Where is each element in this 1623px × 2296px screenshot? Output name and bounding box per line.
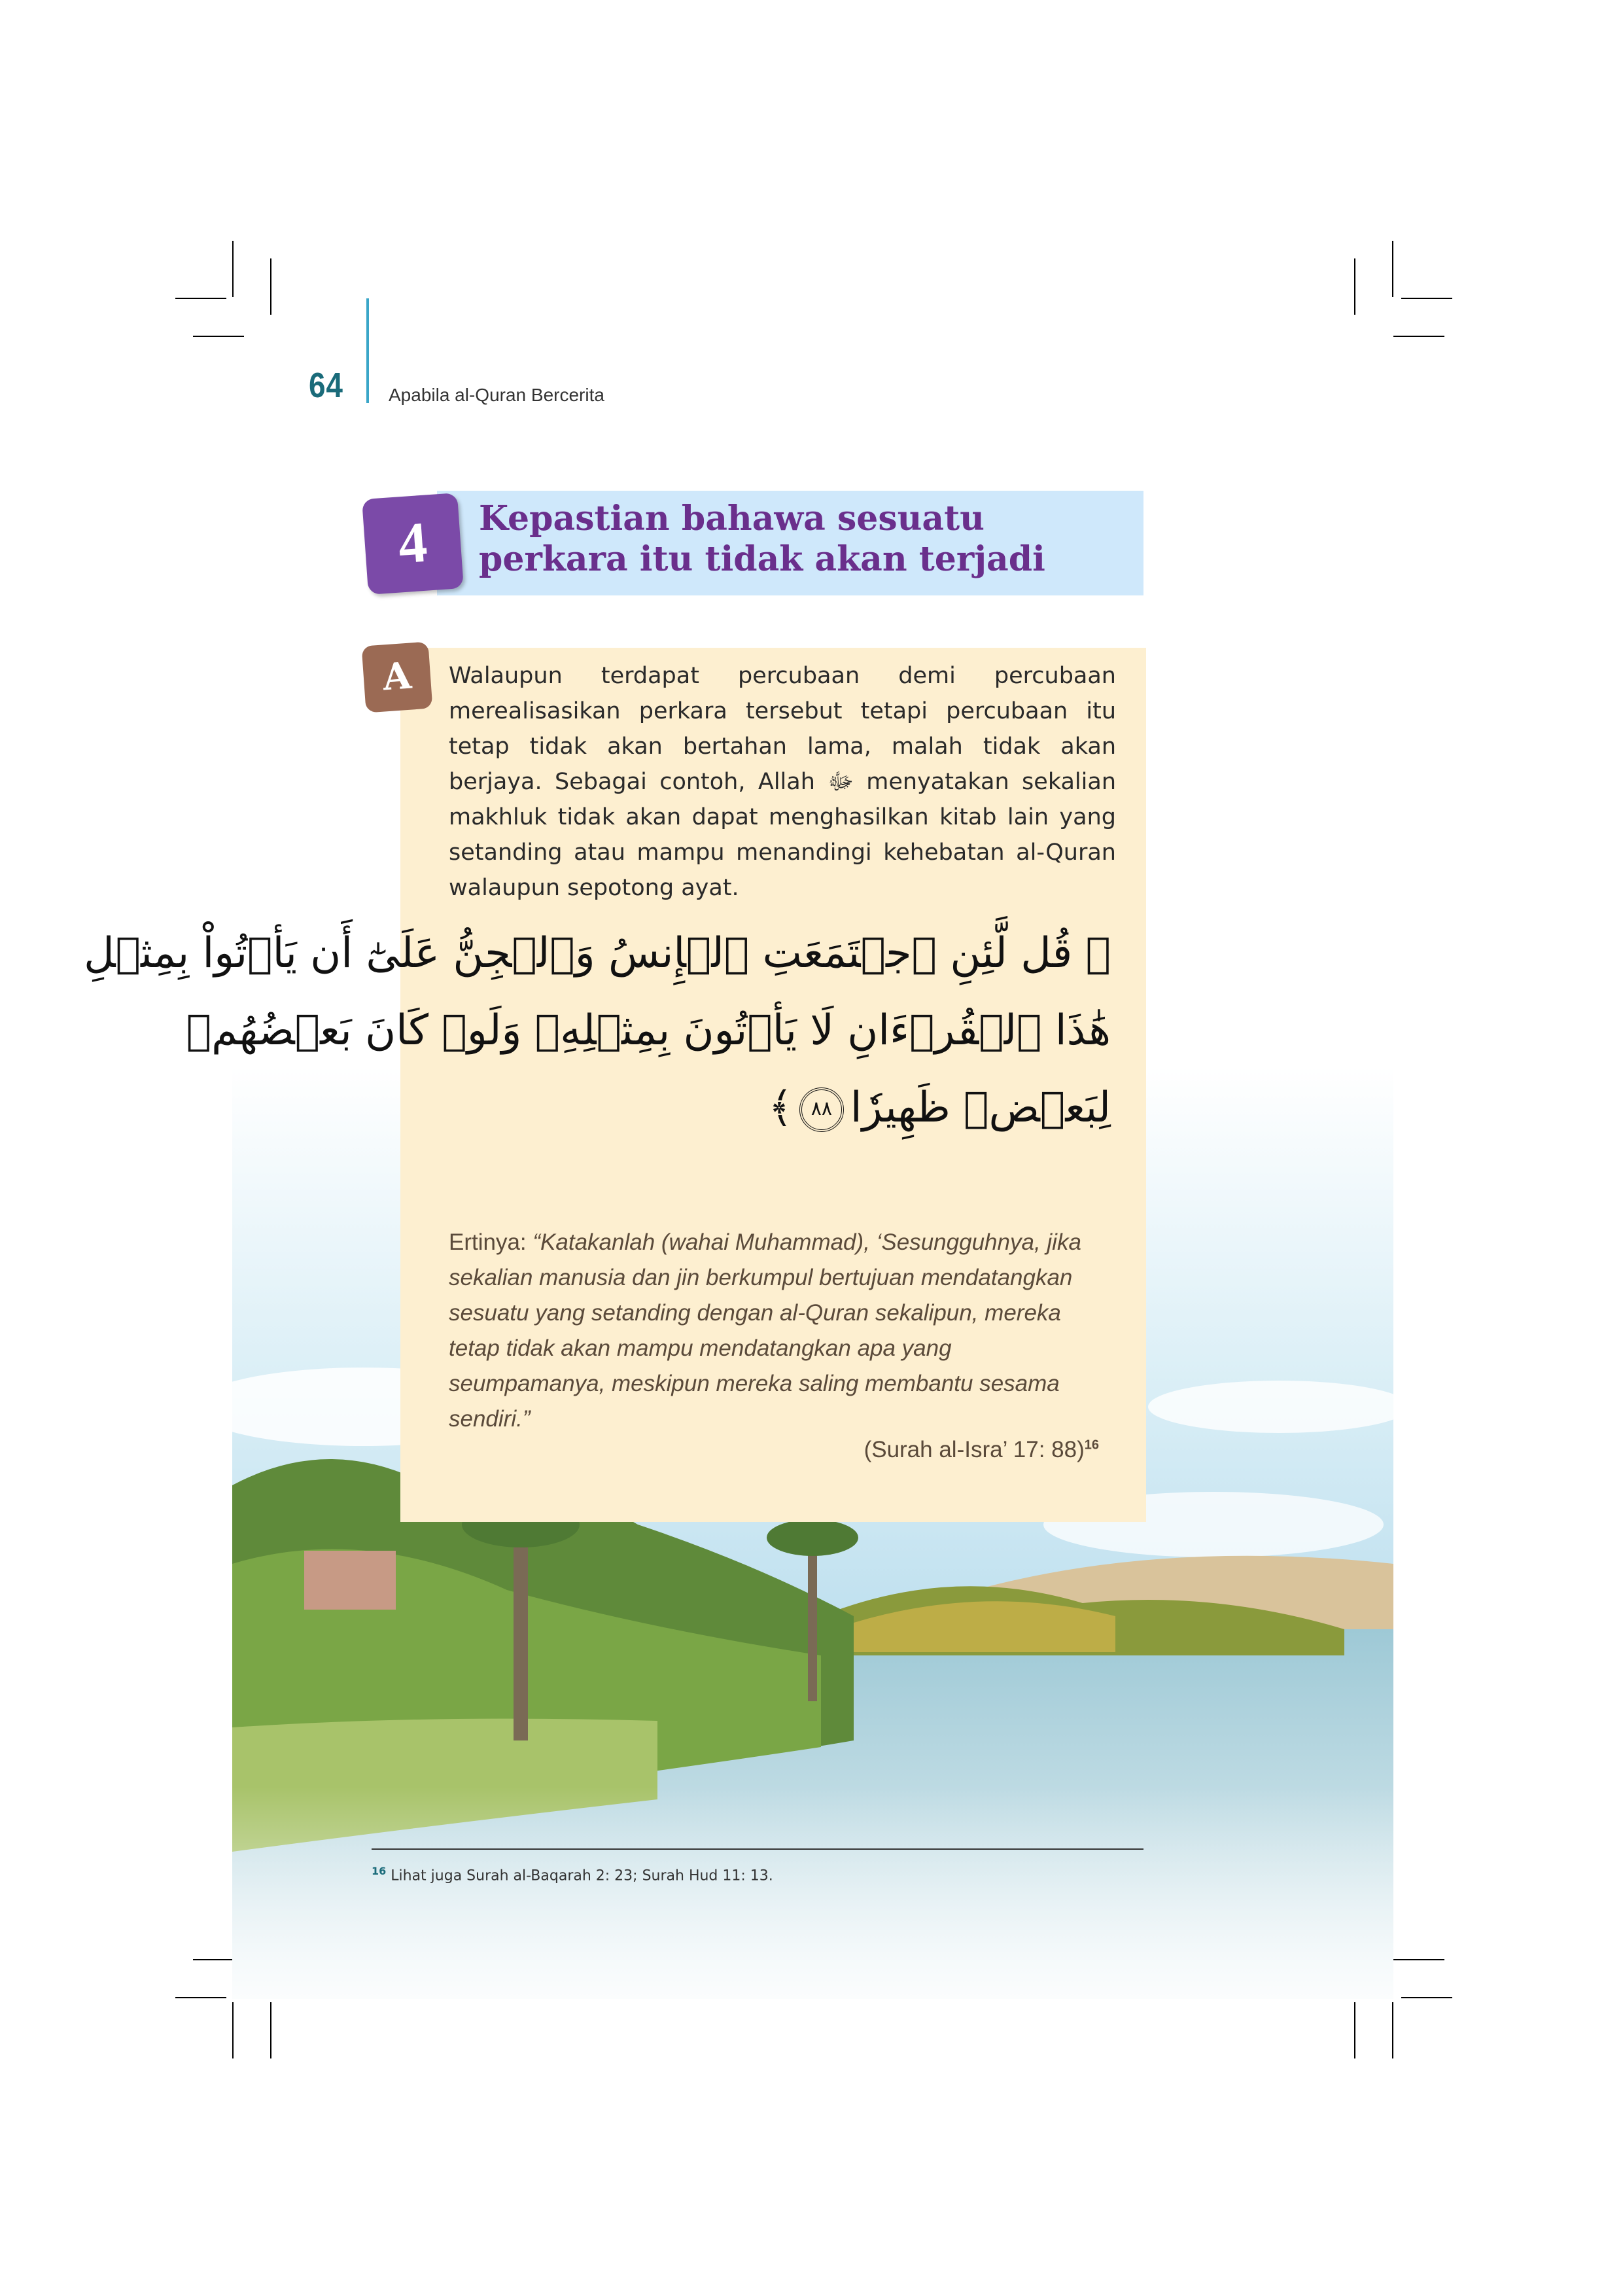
crop-mark — [232, 241, 234, 297]
translation-text: “Katakanlah (wahai Muhammad), ‘Sesungguhnya, jika sekalian manusia dan jin berkumpul bertujuan mendatangkan sesuatu yang setanding dengan al-Quran sekalipun, mereka tetap tidak akan mampu mendatangkan apa yang seumpamanya, meskipun mereka saling membantu sesama sendiri.” — [449, 1229, 1081, 1432]
crop-mark — [1392, 2002, 1393, 2058]
verse-line-1: ﴿ قُل لَّئِنِ ٱجۡتَمَعَتِ ٱلۡإِنسُ وَٱلۡجِنُّ عَلَىٰٓ أَن يَأۡتُواْ بِمِثۡلِ — [84, 929, 1111, 978]
verse-line-3 — [437, 1069, 1111, 1146]
citation-text: (Surah al-Isra’ 17: 88) — [864, 1437, 1085, 1462]
verse-line-2: هَٰذَا ٱلۡقُرۡءَانِ لَا يَأۡتُونَ بِمِثۡلِهِۦ وَلَوۡ كَانَ بَعۡضُهُمۡ — [186, 1006, 1111, 1055]
section-title: Kepastian bahawa sesuatu perkara itu tidak akan terjadi — [479, 499, 1045, 579]
verse-citation — [850, 1437, 1099, 1463]
crop-mark — [232, 2002, 234, 2058]
intro-paragraph: Walaupun terdapat percubaan demi percubaan merealisasikan perkara tersebut tetapi percubaan itu tetap tidak akan bertahan lama, malah tidak akan berjaya. Sebagai contoh, Allah ﷻ menyatakan sekalian makhluk tidak akan dapat menghasilkan kitab lain yang setanding atau mampu menandingi kehebatan al-Quran walaupun sepotong ayat. — [449, 663, 1116, 901]
crop-mark — [270, 258, 271, 315]
footnote-marker: 16 — [372, 1865, 387, 1877]
header-divider — [366, 298, 369, 403]
page-number: 64 — [309, 366, 343, 405]
crop-mark — [1393, 336, 1444, 337]
verse-closing-bracket: ﴾ — [768, 1084, 793, 1132]
crop-mark — [1354, 2002, 1355, 2058]
crop-mark — [175, 298, 226, 299]
running-title: Apabila al-Quran Bercerita — [389, 385, 604, 405]
footnote-divider — [372, 1848, 1143, 1850]
verse-translation — [449, 1225, 1103, 1437]
crop-mark — [175, 1997, 226, 1998]
section-number-badge: 4 — [362, 493, 464, 595]
quran-verse — [84, 915, 1111, 1146]
crop-mark — [1401, 1997, 1452, 1998]
footnote-text: Lihat juga Surah al-Baqarah 2: 23; Surah Hud 11: 13. — [391, 1867, 773, 1884]
citation-footnote-ref[interactable]: 16 — [1084, 1438, 1099, 1453]
box-letter-badge: A — [362, 642, 433, 713]
translation-label: Ertinya: — [449, 1229, 527, 1255]
crop-mark — [1354, 258, 1355, 315]
crop-mark — [270, 2002, 271, 2058]
crop-mark — [1393, 1959, 1444, 1960]
ayah-number-icon: ٨٨ — [799, 1087, 844, 1132]
crop-mark — [1401, 298, 1452, 299]
verse-line-3-text: لِبَعۡضٖ ظَهِيرٗا — [850, 1084, 1111, 1132]
crop-mark — [193, 336, 244, 337]
footnote — [372, 1865, 773, 1884]
crop-mark — [1392, 241, 1393, 297]
